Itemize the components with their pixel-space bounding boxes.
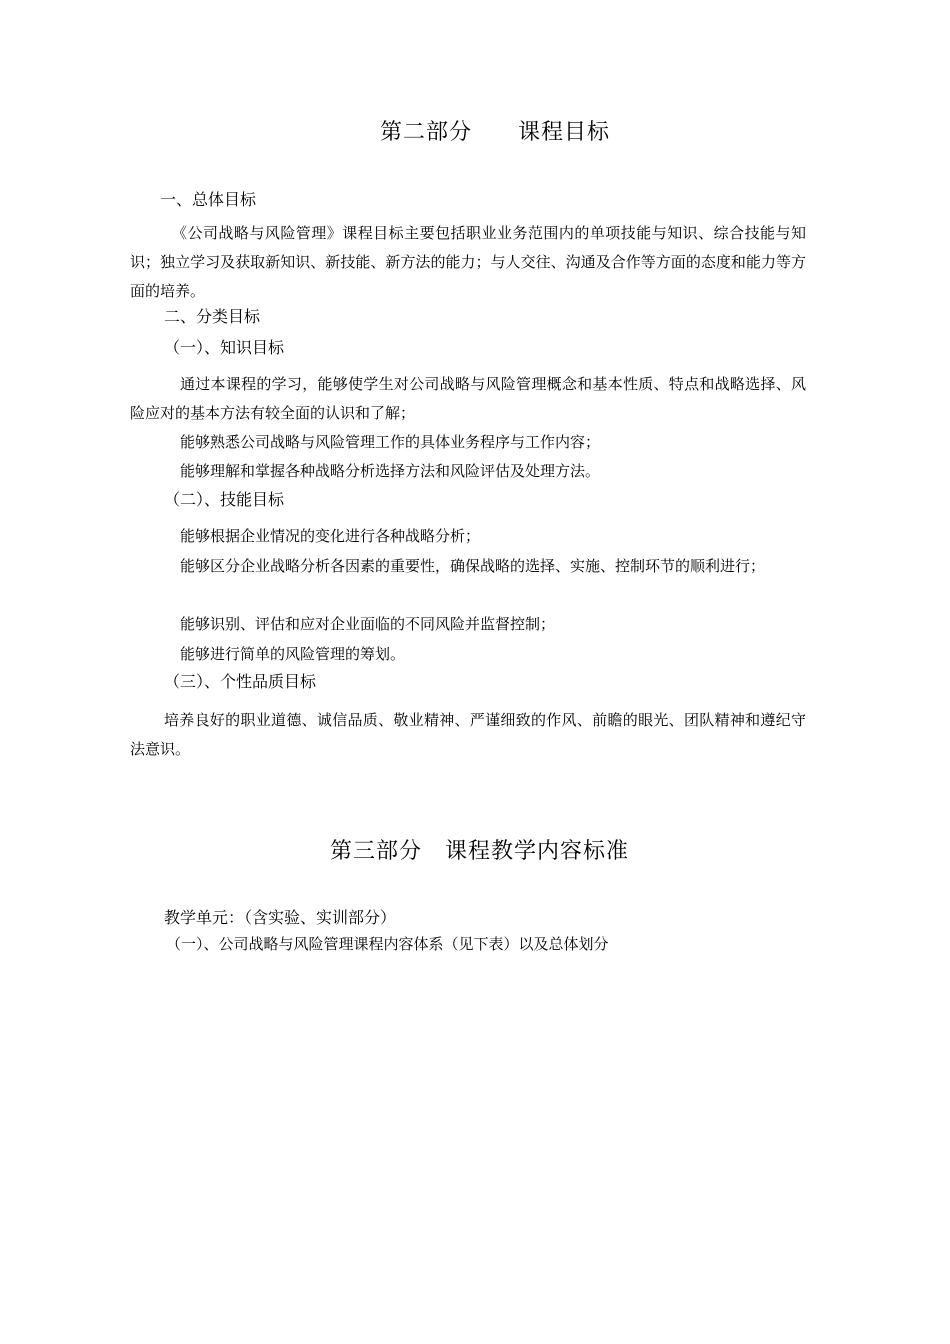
content-system-line: （一）、公司战略与风险管理课程内容体系（见下表）以及总体划分 [166, 935, 609, 953]
skills-goal-heading: （二）、技能目标 [164, 490, 285, 509]
overall-goal-heading: 一、总体目标 [160, 190, 257, 209]
skills-paragraph-4: 能够进行简单的风险管理的筹划。 [180, 645, 406, 663]
quality-paragraph: 培养良好的职业道德、诚信品质、敬业精神、严谨细致的作风、前瞻的眼光、团队精神和遵纪守法意识。 [130, 711, 806, 758]
overall-goal-paragraph: 《公司战略与风险管理》课程目标主要包括职业业务范围内的单项技能与知识、综合技能与知识；独立学习及获取新知识、新技能、新方法的能力；与人交往、沟通及合作等方面的态度和能力等方面的培养。 [130, 224, 806, 300]
skills-paragraph-1: 能够根据企业情况的变化进行各种战略分析； [180, 527, 481, 545]
knowledge-paragraph-1: 通过本课程的学习，能够使学生对公司战略与风险管理概念和基本性质、特点和战略选择、风险应对的基本方法有较全面的认识和了解； [130, 375, 806, 422]
knowledge-goal-heading: （一）、知识目标 [164, 338, 285, 357]
quality-goal-heading: （三）、个性品质目标 [164, 672, 317, 691]
part2-title: 第二部分 课程目标 [380, 120, 611, 145]
part3-title: 第三部分 课程教学内容标准 [330, 839, 630, 864]
knowledge-paragraph-2: 能够熟悉公司战略与风险管理工作的具体业务程序与工作内容； [180, 433, 601, 451]
skills-paragraph-2: 能够区分企业战略分析各因素的重要性，确保战略的选择、实施、控制环节的顺利进行； [180, 557, 766, 575]
skills-paragraph-3: 能够识别、评估和应对企业面临的不同风险并监督控制； [180, 615, 556, 633]
teaching-unit-heading: 教学单元：（含实验、实训部分） [164, 908, 397, 927]
knowledge-paragraph-3: 能够理解和掌握各种战略分析选择方法和风险评估及处理方法。 [180, 462, 601, 480]
category-goal-heading: 二、分类目标 [164, 307, 261, 326]
